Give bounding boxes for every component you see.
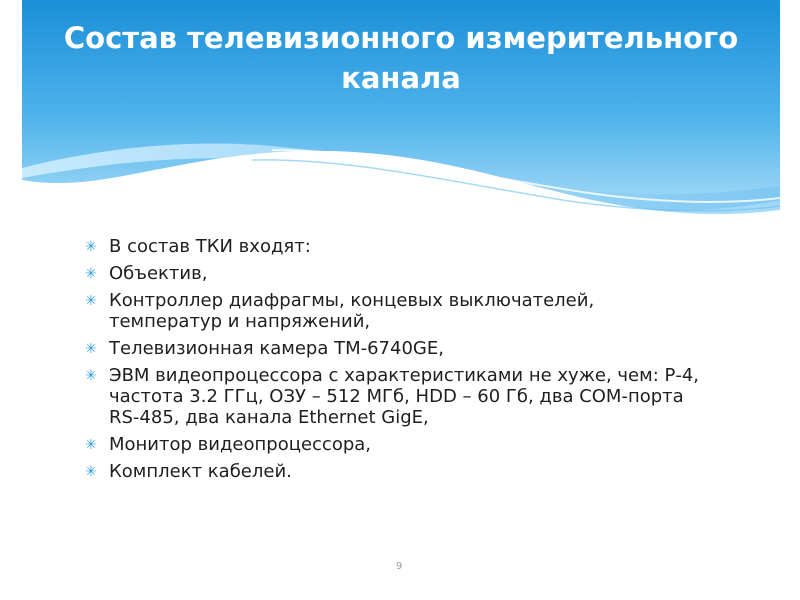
bullet-item bbox=[84, 434, 704, 455]
page-number: 9 bbox=[396, 561, 403, 572]
bullet-text: Монитор видеопроцессора, bbox=[109, 434, 372, 455]
bullet-text: Комплект кабелей. bbox=[109, 461, 292, 482]
bullet-item bbox=[84, 365, 704, 428]
bullet-text: Объектив, bbox=[109, 263, 208, 284]
star-bullet-icon: ✳ bbox=[85, 293, 97, 309]
bullet-text: Телевизионная камера ТМ-6740GE, bbox=[109, 338, 444, 359]
star-bullet-icon: ✳ bbox=[85, 266, 97, 282]
star-bullet-icon: ✳ bbox=[85, 239, 97, 255]
slide-content bbox=[84, 236, 704, 488]
star-bullet-icon: ✳ bbox=[85, 464, 97, 480]
bullet-item bbox=[84, 461, 704, 482]
bullet-list bbox=[84, 236, 704, 482]
bullet-text: ЭВМ видеопроцессора с характеристиками не хуже, чем: Р-4, частота 3.2 ГГц, ОЗУ – 512 МГб, HDD – 60 Гб, два СОМ-порта RS-485, два канала Ethernet GigE, bbox=[109, 365, 700, 428]
bullet-text: Контроллер диафрагмы, концевых выключателей, температур и напряжений, bbox=[109, 290, 595, 332]
bullet-item bbox=[84, 290, 704, 332]
bullet-item bbox=[84, 263, 704, 284]
star-bullet-icon: ✳ bbox=[85, 341, 97, 357]
star-bullet-icon: ✳ bbox=[85, 437, 97, 453]
bullet-text: В состав ТКИ входят: bbox=[109, 236, 311, 257]
star-bullet-icon: ✳ bbox=[85, 368, 97, 384]
bullet-item bbox=[84, 236, 704, 257]
slide-title: Состав телевизионного измерительного канала bbox=[63, 21, 739, 95]
bullet-item bbox=[84, 338, 704, 359]
